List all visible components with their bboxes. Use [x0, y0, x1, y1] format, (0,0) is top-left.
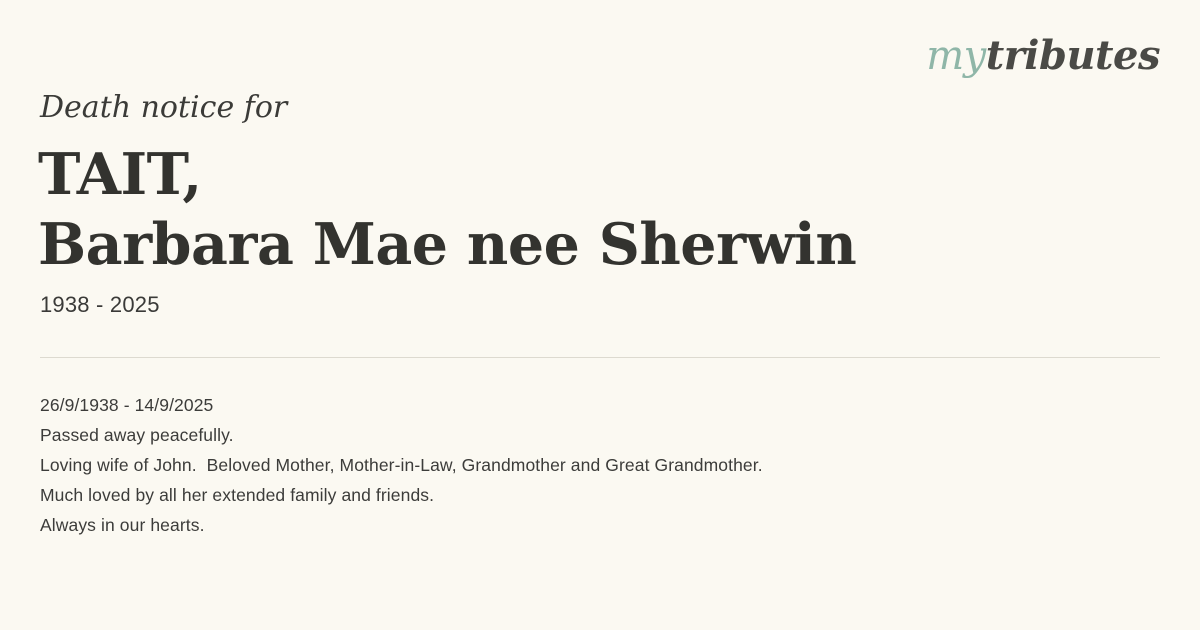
deceased-given-names: Barbara Mae nee Sherwin	[38, 210, 857, 278]
logo-tributes-text: tributes	[985, 32, 1160, 79]
notice-eyebrow: Death notice for	[40, 90, 288, 125]
section-divider	[40, 357, 1160, 358]
notice-line-family: Loving wife of John. Beloved Mother, Mother-in-Law, Grandmother and Great Grandmother.	[40, 455, 763, 475]
notice-line-passing: Passed away peacefully.	[40, 425, 234, 445]
notice-line-hearts: Always in our hearts.	[40, 515, 205, 535]
life-years: 1938 - 2025	[40, 292, 160, 317]
mytributes-logo[interactable]	[926, 32, 1160, 79]
notice-line-loved: Much loved by all her extended family and friends.	[40, 485, 435, 505]
notice-text	[40, 390, 1160, 540]
logo-my-text: my	[926, 33, 986, 79]
deceased-surname: TAIT,	[38, 141, 202, 208]
deceased-name	[38, 140, 1160, 279]
notice-line-dates: 26/9/1938 - 14/9/2025	[40, 395, 214, 415]
